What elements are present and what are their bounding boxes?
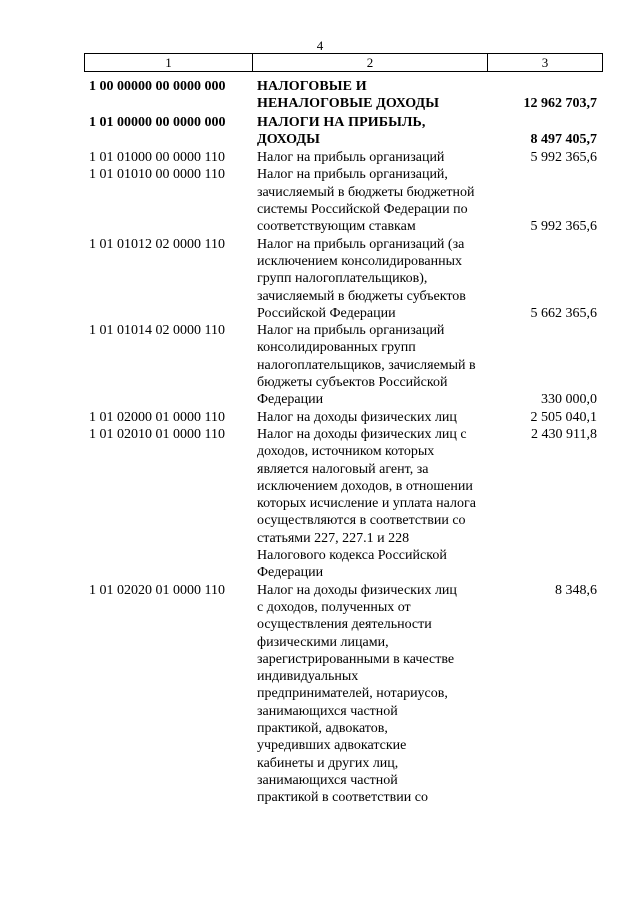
amount-value: 12 962 703,7	[523, 96, 597, 112]
amount-value: 330 000,0	[541, 392, 597, 408]
amount-value: 5 662 365,6	[530, 305, 597, 321]
income-table-body	[0, 78, 640, 806]
table-row	[0, 78, 640, 113]
column-header-table	[84, 53, 603, 72]
income-name: Налог на прибыль организаций, зачисляемый в бюджеты бюджетной системы Российской Федерации по соответствующим ставкам	[257, 167, 475, 235]
income-name: НАЛОГИ НА ПРИБЫЛЬ, ДОХОДЫ	[257, 114, 426, 147]
table-row	[0, 166, 640, 235]
column-header-1: 1	[85, 54, 253, 72]
budget-code: 1 01 02010 01 0000 110	[89, 426, 225, 442]
income-name: НАЛОГОВЫЕ И НЕНАЛОГОВЫЕ ДОХОДЫ	[257, 79, 440, 112]
table-row	[0, 149, 640, 166]
amount-value: 5 992 365,6	[530, 219, 597, 235]
income-name: Налог на доходы физических лиц	[257, 409, 457, 425]
table-row	[0, 582, 640, 807]
budget-code: 1 00 00000 00 0000 000	[89, 79, 226, 94]
amount-value: 2 505 040,1	[530, 409, 597, 425]
table-row	[0, 409, 640, 426]
budget-code: 1 01 02020 01 0000 110	[89, 582, 225, 598]
income-name: Налог на прибыль организаций консолидированных групп налогоплательщиков, зачисляемый в бюджеты субъектов Российской Федерации	[257, 323, 476, 408]
amount-value: 5 992 365,6	[530, 150, 597, 166]
table-row	[0, 114, 640, 149]
column-header-3: 3	[488, 54, 603, 72]
column-header-row	[85, 54, 603, 72]
budget-code: 1 01 00000 00 0000 000	[89, 114, 226, 130]
budget-code: 1 01 01010 00 0000 110	[89, 167, 225, 183]
amount-value: 2 430 911,8	[531, 426, 597, 442]
budget-code: 1 01 01000 00 0000 110	[89, 150, 225, 166]
amount-value: 8 497 405,7	[530, 131, 597, 147]
budget-code: 1 01 02000 01 0000 110	[89, 409, 225, 425]
income-name: Налог на прибыль организаций	[257, 150, 445, 166]
budget-code: 1 01 01014 02 0000 110	[89, 323, 225, 339]
amount-value: 8 348,6	[555, 582, 597, 598]
page-number: 4	[316, 38, 324, 53]
income-name: Налог на прибыль организаций (за исключением консолидированных групп налогоплательщиков), зачисляемый в бюджеты субъектов Российской Федерации	[257, 236, 466, 321]
table-row	[0, 322, 640, 408]
income-name: Налог на доходы физических лиц с доходов, полученных от осуществления деятельности физическими лицами, зарегистрированными в качестве индивидуальных предпринимателей, нотариусов, занимающихся частной практикой, адвокатов, учредивших адвокатские кабинеты и других лиц, занимающихся частной практикой в соответствии со	[257, 582, 457, 806]
budget-code: 1 01 01012 02 0000 110	[89, 236, 225, 252]
column-header-2: 2	[253, 54, 488, 72]
table-row	[0, 426, 640, 582]
table-row	[0, 236, 640, 322]
income-name: Налог на доходы физических лиц с доходов, источником которых является налоговый агент, за исключением доходов, в отношении которых исчисление и уплата налога осуществляются в соответствии со статьями 227, 227.1 и 228 Налогового кодекса Российской Федерации	[257, 426, 476, 581]
